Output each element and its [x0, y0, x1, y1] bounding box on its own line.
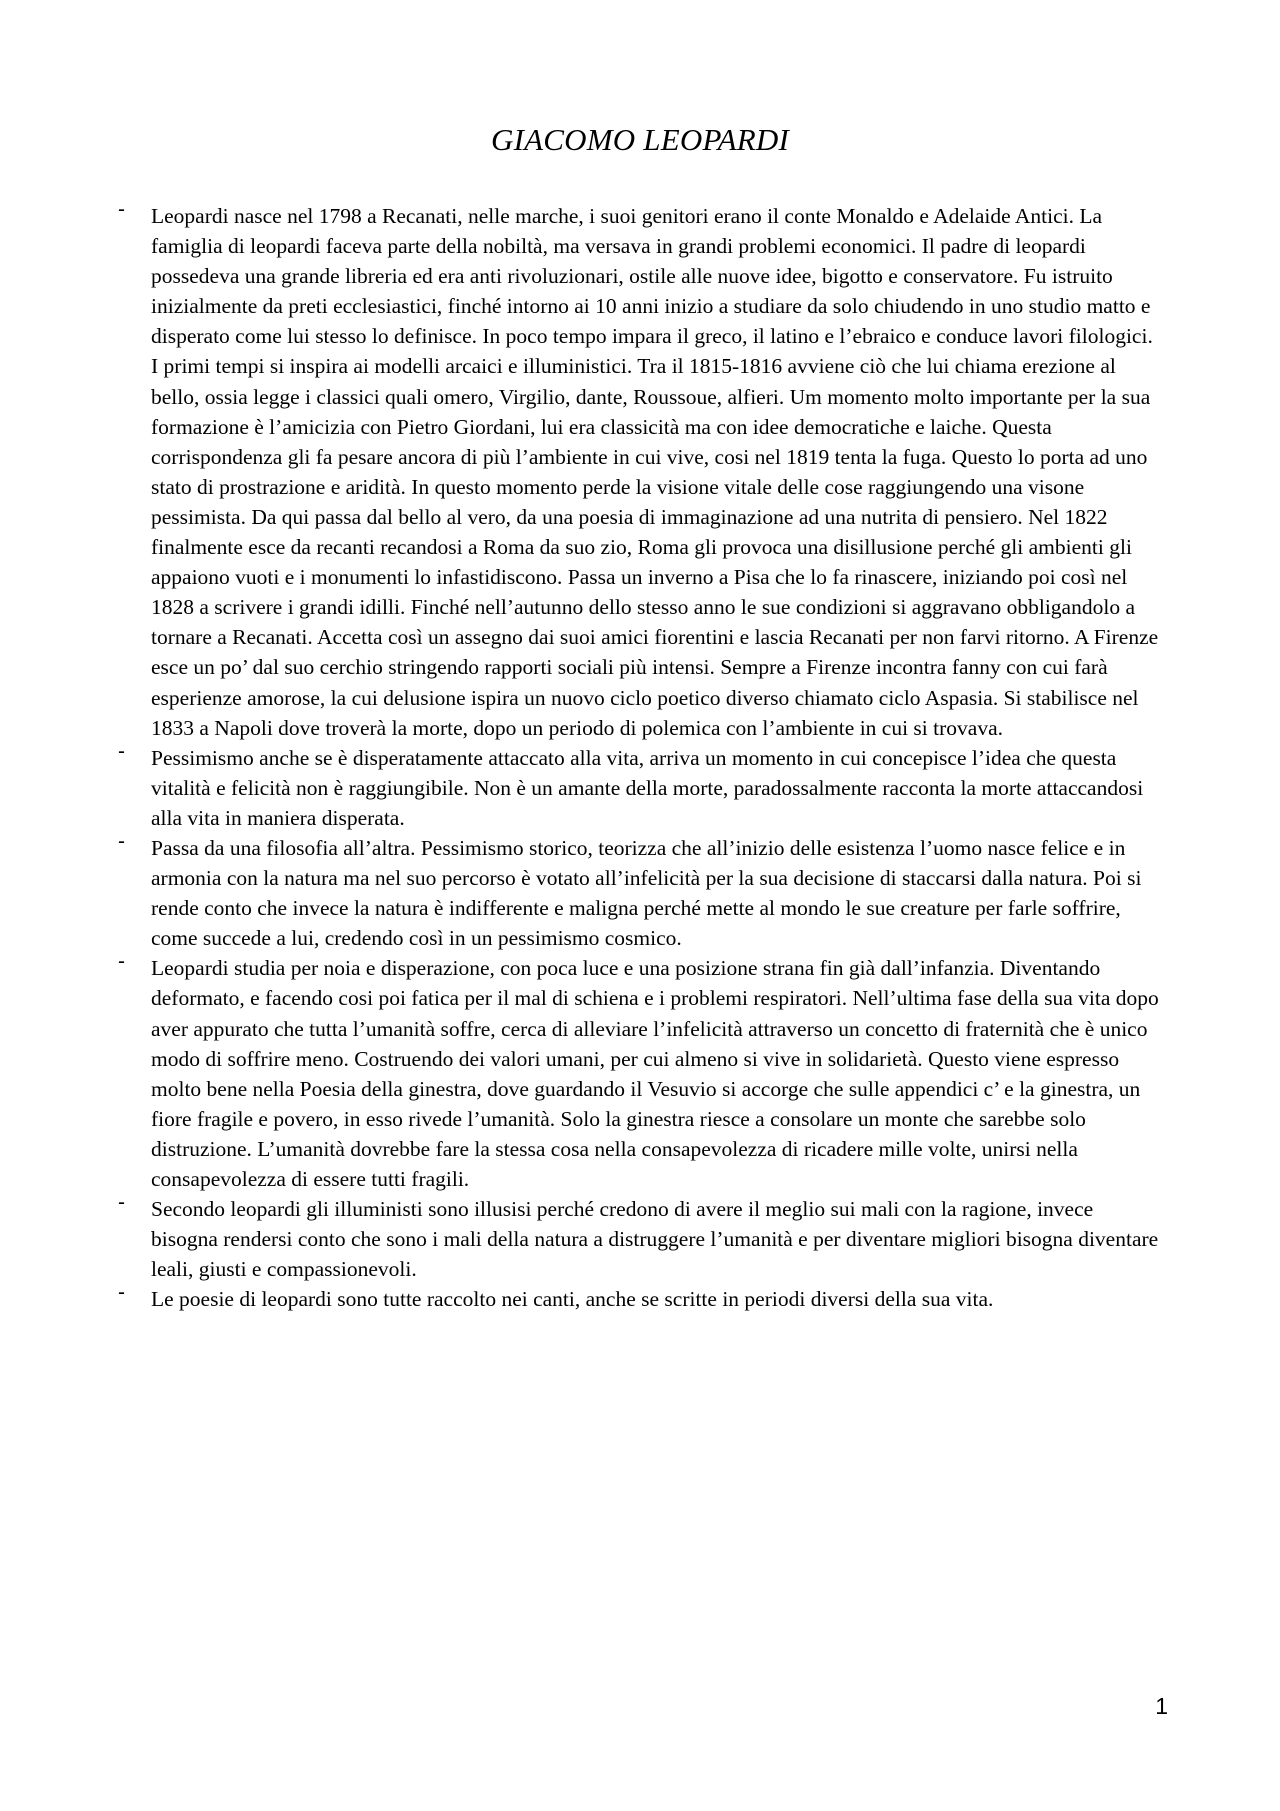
bullet-paragraph-illuministi	[118, 1191, 1161, 1284]
page-title: GIACOMO LEOPARDI	[491, 122, 789, 157]
bullet-marker: -	[118, 829, 125, 853]
paragraph-text: Leopardi nasce nel 1798 a Recanati, nelle marche, i suoi genitori erano il conte Monaldo e Adelaide Antici. La famiglia di leopardi faceva parte della nobiltà, ma versava in grandi problemi economici. Il padre di leopardi possedeva una grande libreria ed era anti rivoluzionari, ostile alle nuove idee, bigotto e conservatore. Fu istruito inizialmente da preti ecclesiastici, finché intorno ai 10 anni inizio a studiare da solo chiudendo in uno studio matto e disperato come lui stesso lo definisce. In poco tempo impara il greco, il latino e l’ebraico e conduce lavori filologici. I primi tempi si inspira ai modelli arcaici e illuministici. Tra il 1815-1816 avviene ciò che lui chiama erezione al bello, ossia legge i classici quali omero, Virgilio, dante, Roussoue, alfieri. Um momento molto importante per la sua formazione è l’amicizia con Pietro Giordani, lui era classicità ma con idee democratiche e laiche. Questa corrispondenza gli fa pesare ancora di più l’ambiente in cui vive, cosi nel 1819 tenta la fuga. Questo lo porta ad uno stato di prostrazione e aridità. In questo momento perde la visione vitale delle cose raggiungendo una visone pessimista. Da qui passa dal bello al vero, da una poesia di immaginazione ad una nutrita di pensiero. Nel 1822 finalmente esce da recanti recandosi a Roma da suo zio, Roma gli provoca una disillusione perché gli ambienti gli appaiono vuoti e i monumenti lo infastidiscono. Passa un inverno a Pisa che lo fa rinascere, iniziando poi così nel 1828 a scrivere i grandi idilli. Finché nell’autunno dello stesso anno le sue condizioni si aggravano obbligandolo a tornare a Recanati. Accetta così un assegno dai suoi amici fiorentini e lascia Recanati per non farvi ritorno. A Firenze esce un po’ dal suo cerchio stringendo rapporti sociali più intensi. Sempre a Firenze incontra fanny con cui farà esperienze amorose, la cui delusione ispira un nuovo ciclo poetico diverso chiamato ciclo Aspasia. Si stabilisce nel 1833 a Napoli dove troverà la morte, dopo un periodo di polemica con l’ambiente in cui si trovava.	[151, 204, 1159, 740]
bullet-paragraph-ginestra	[118, 950, 1161, 1194]
bullet-marker: -	[118, 198, 125, 221]
bullet-marker: -	[118, 950, 125, 974]
paragraph-text: Pessimismo anche se è disperatamente attaccato alla vita, arriva un momento in cui concepisce l’idea che questa vitalità e felicità non è raggiungibile. Non è un amante della morte, paradossalmente racconta la morte attaccandosi alla vita in maniera disperata.	[151, 745, 1144, 830]
paragraph-text: Le poesie di leopardi sono tutte raccolto nei canti, anche se scritte in periodi diversi della sua vita.	[151, 1287, 994, 1312]
paragraph-text: Passa da una filosofia all’altra. Pessimismo storico, teorizza che all’inizio delle esistenza l’uomo nasce felice e in armonia con la natura ma nel suo percorso è votato all’infelicità per la sua decisione di staccarsi dalla natura. Poi si rende conto che invece la natura è indifferente e maligna perché mette al mondo le sue creature per farle soffrire, come succede a lui, credendo così in un pessimismo cosmico.	[151, 835, 1142, 951]
bullet-paragraph-biography	[118, 198, 1161, 743]
bullet-marker: -	[118, 739, 125, 763]
paragraph-text: Leopardi studia per noia e disperazione, con poca luce e una posizione strana fin già dall’infanzia. Diventando deformato, e facendo cosi poi fatica per il mal di schiena e i problemi respiratori. Nell’ultima fase della sua vita dopo aver appurato che tutta l’umanità soffre, cerca di alleviare l’infelicità attraverso un concetto di fraternità che è unico modo di soffrire meno. Costruendo dei valori umani, per cui almeno si vive in solidarietà. Questo viene espresso molto bene nella Poesia della ginestra, dove guardando il Vesuvio si accorge che sulle appendici c’ e la ginestra, un fiore fragile e povero, in esso rivede l’umanità. Solo la ginestra riesce a consolare un monte che sarebbe solo distruzione. L’umanità dovrebbe fare la stessa cosa nella consapevolezza di ricadere mille volte, unirsi nella consapevolezza di essere tutti fragili.	[151, 956, 1159, 1191]
page-number: 1	[1155, 1693, 1168, 1719]
bullet-list	[118, 198, 1161, 1314]
bullet-paragraph-pessimismo	[118, 739, 1161, 833]
bullet-paragraph-canti	[118, 1281, 1161, 1314]
bullet-marker: -	[118, 1191, 125, 1215]
paragraph-text: Secondo leopardi gli illuministi sono illusisi perché credono di avere il meglio sui mali con la ragione, invece bisogna rendersi conto che sono i mali della natura a distruggere l’umanità e per diventare migliori bisogna diventare leali, giusti e compassionevoli.	[151, 1197, 1159, 1282]
bullet-marker: -	[118, 1281, 125, 1305]
bullet-paragraph-filosofia	[118, 829, 1161, 953]
